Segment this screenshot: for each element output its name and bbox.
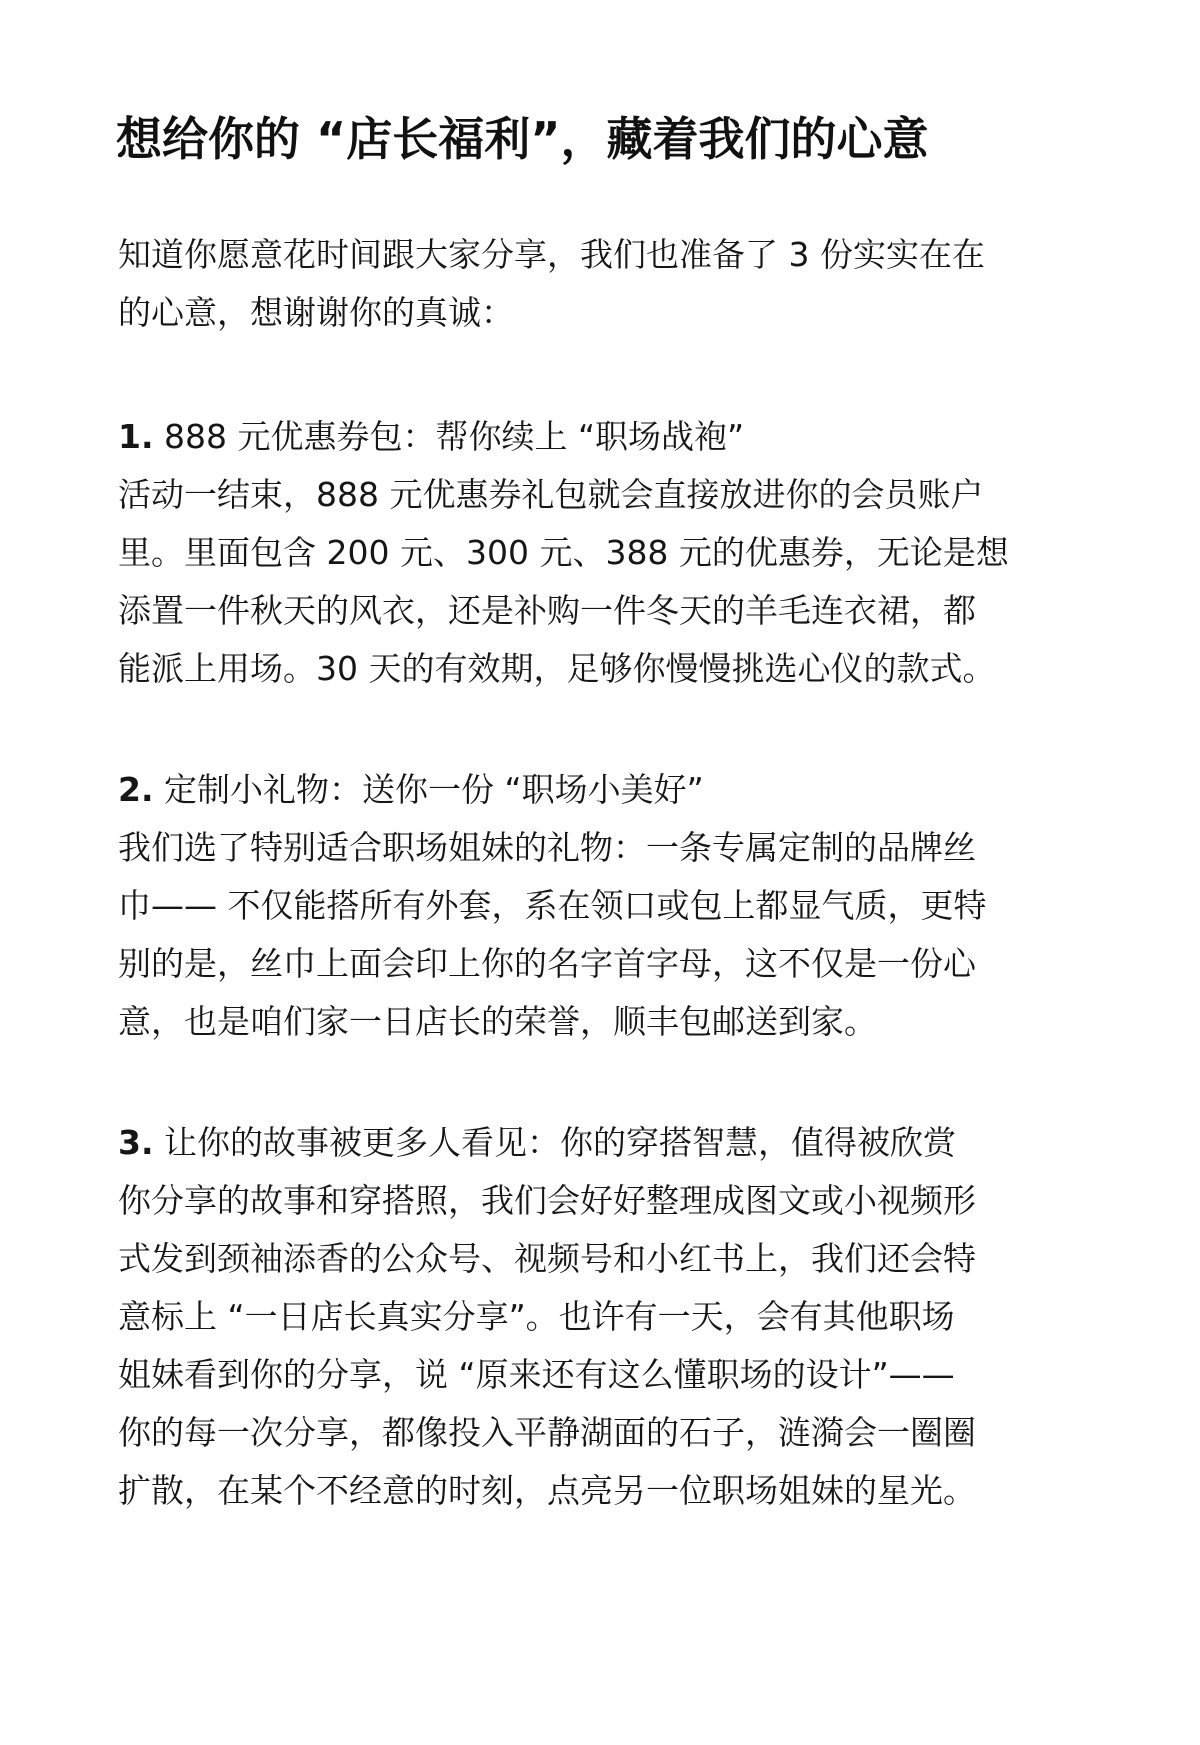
paragraph-line: 里。里面包含 200 元、300 元、388 元的优惠券，无论是想 — [118, 533, 1009, 572]
paragraph-line: 扩散，在某个不经意的时刻，点亮另一位职场姐妹的星光。 — [118, 1471, 976, 1510]
paragraph-line: 你的每一次分享，都像投入平静湖面的石子，涟漪会一圈圈 — [118, 1413, 976, 1452]
paragraph-line: 你分享的故事和穿搭照，我们会好好整理成图文或小视频形 — [118, 1181, 976, 1220]
paragraph-line: 姐妹看到你的分享，说 “原来还有这么懂职场的设计”—— — [118, 1355, 955, 1394]
paragraph-line: 意标上 “一日店长真实分享”。也许有一天，会有其他职场 — [118, 1297, 955, 1336]
benefit-heading-coupon — [118, 408, 1088, 466]
paragraph-line: 式发到颈袖添香的公众号、视频号和小红书上，我们还会特 — [118, 1239, 976, 1278]
benefit-body-coupon — [118, 466, 1088, 698]
paragraph-line: 能派上用场。30 天的有效期，足够你慢慢挑选心仪的款式。 — [118, 649, 996, 688]
paragraph-line: 意，也是咱们家一日店长的荣誉，顺丰包邮送到家。 — [118, 1002, 877, 1041]
intro-line: 的心意，想谢谢你的真诚： — [118, 293, 514, 332]
benefit-heading-story — [118, 1114, 1088, 1172]
benefit-body-story — [118, 1172, 1088, 1520]
benefit-number: 2. — [118, 770, 154, 809]
intro-paragraph — [118, 226, 1088, 342]
paragraph-line: 别的是，丝巾上面会印上你的名字首字母，这不仅是一份心 — [118, 944, 976, 983]
benefit-heading-text: 定制小礼物：送你一份 “职场小美好” — [153, 770, 704, 809]
benefit-heading-text: 888 元优惠券包：帮你续上 “职场战袍” — [153, 417, 745, 456]
benefit-number: 1. — [118, 417, 154, 456]
paragraph-line: 活动一结束，888 元优惠券礼包就会直接放进你的会员账户 — [118, 475, 984, 514]
benefit-number: 3. — [118, 1123, 154, 1162]
paragraph-line: 我们选了特别适合职场姐妹的礼物：一条专属定制的品牌丝 — [118, 828, 976, 867]
paragraph-line: 添置一件秋天的风衣，还是补购一件冬天的羊毛连衣裙，都 — [118, 591, 976, 630]
page-title: 想给你的 “店长福利”，藏着我们的心意 — [116, 112, 929, 166]
benefit-body-gift — [118, 819, 1088, 1051]
benefit-heading-gift — [118, 761, 1088, 819]
intro-line: 知道你愿意花时间跟大家分享，我们也准备了 3 份实实在在 — [118, 235, 985, 274]
paragraph-line: 巾—— 不仅能搭所有外套，系在领口或包上都显气质，更特 — [118, 886, 987, 925]
benefit-heading-text: 让你的故事被更多人看见：你的穿搭智慧，值得被欣赏 — [153, 1123, 956, 1162]
